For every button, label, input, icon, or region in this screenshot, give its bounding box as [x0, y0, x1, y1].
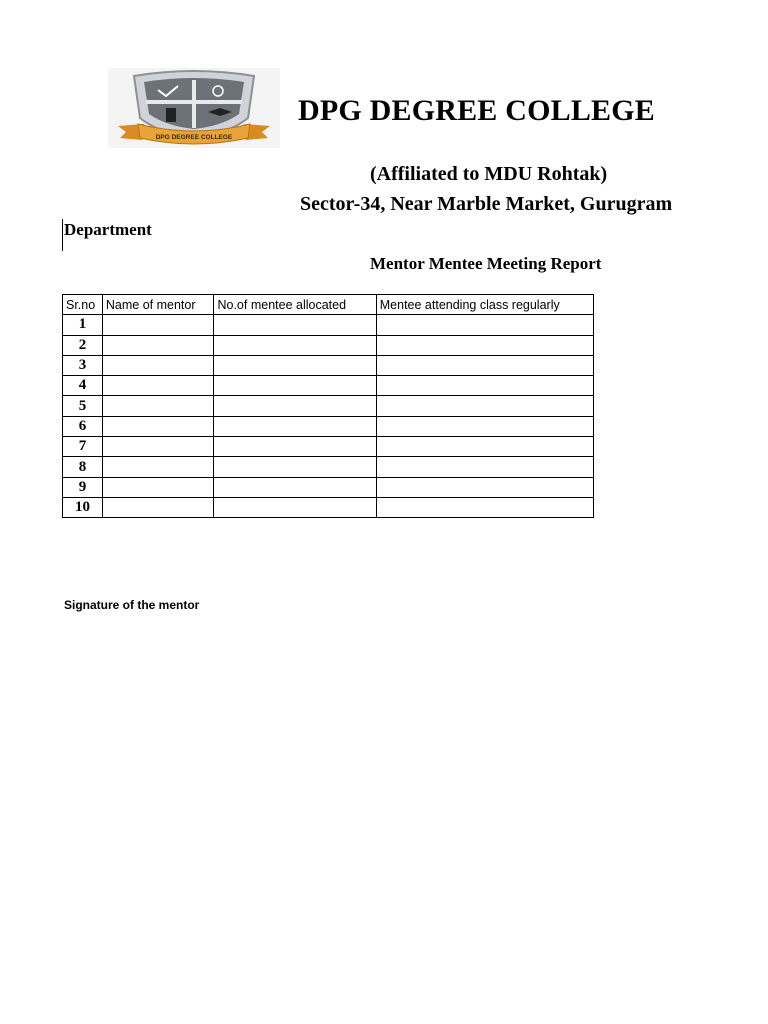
text-cursor — [62, 219, 63, 251]
mentee-attending-cell[interactable] — [376, 376, 593, 396]
mentee-allocated-cell[interactable] — [214, 457, 376, 477]
mentee-attending-cell[interactable] — [376, 335, 593, 355]
table-row — [63, 497, 594, 517]
mentee-allocated-cell[interactable] — [214, 315, 376, 335]
table-header-row — [63, 295, 594, 315]
row-sr-no: 2 — [63, 335, 103, 355]
mentor-name-cell[interactable] — [102, 497, 214, 517]
table-row — [63, 437, 594, 457]
department-label[interactable]: Department — [64, 220, 152, 239]
header-mentee-allocated: No.of mentee allocated — [214, 295, 376, 315]
table-row — [63, 355, 594, 375]
row-sr-no: 5 — [63, 396, 103, 416]
mentee-attending-cell[interactable] — [376, 457, 593, 477]
row-sr-no: 1 — [63, 315, 103, 335]
mentor-name-cell[interactable] — [102, 457, 214, 477]
mentee-attending-cell[interactable] — [376, 437, 593, 457]
address-line: Sector-34, Near Marble Market, Gurugram — [300, 193, 673, 215]
mentee-allocated-cell[interactable] — [214, 497, 376, 517]
mentor-name-cell[interactable] — [102, 477, 214, 497]
mentor-name-cell[interactable] — [102, 376, 214, 396]
row-sr-no: 10 — [63, 497, 103, 517]
row-sr-no: 3 — [63, 355, 103, 375]
mentor-name-cell[interactable] — [102, 437, 214, 457]
row-sr-no: 8 — [63, 457, 103, 477]
row-sr-no: 9 — [63, 477, 103, 497]
mentor-table — [62, 294, 594, 518]
mentee-allocated-cell[interactable] — [214, 355, 376, 375]
row-sr-no: 7 — [63, 437, 103, 457]
table-row — [63, 477, 594, 497]
table-row — [63, 396, 594, 416]
signature-label: Signature of the mentor — [64, 598, 200, 612]
table-row — [63, 335, 594, 355]
mentor-name-cell[interactable] — [102, 396, 214, 416]
mentor-name-cell[interactable] — [102, 315, 214, 335]
row-sr-no: 4 — [63, 376, 103, 396]
mentor-name-cell[interactable] — [102, 416, 214, 436]
mentee-attending-cell[interactable] — [376, 355, 593, 375]
mentee-attending-cell[interactable] — [376, 396, 593, 416]
mentee-attending-cell[interactable] — [376, 477, 593, 497]
table-row — [63, 416, 594, 436]
mentee-attending-cell[interactable] — [376, 416, 593, 436]
mentee-allocated-cell[interactable] — [214, 437, 376, 457]
mentor-name-cell[interactable] — [102, 335, 214, 355]
mentee-allocated-cell[interactable] — [214, 396, 376, 416]
mentor-name-cell[interactable] — [102, 355, 214, 375]
logo-ribbon-text: DPG DEGREE COLLEGE — [155, 134, 233, 141]
college-logo — [108, 68, 280, 148]
mentee-allocated-cell[interactable] — [214, 477, 376, 497]
affiliation-line: (Affiliated to MDU Rohtak) — [370, 163, 608, 185]
header-sr-no: Sr.no — [63, 295, 103, 315]
table-row — [63, 376, 594, 396]
mentee-allocated-cell[interactable] — [214, 376, 376, 396]
row-sr-no: 6 — [63, 416, 103, 436]
header-mentee-attending: Mentee attending class regularly — [376, 295, 593, 315]
header-mentor-name: Name of mentor — [102, 295, 214, 315]
mentee-allocated-cell[interactable] — [214, 335, 376, 355]
table-row — [63, 315, 594, 335]
mentee-attending-cell[interactable] — [376, 497, 593, 517]
college-title: DPG DEGREE COLLEGE — [298, 94, 655, 127]
mentee-allocated-cell[interactable] — [214, 416, 376, 436]
table-row — [63, 457, 594, 477]
report-title: Mentor Mentee Meeting Report — [370, 254, 602, 273]
mentee-attending-cell[interactable] — [376, 315, 593, 335]
